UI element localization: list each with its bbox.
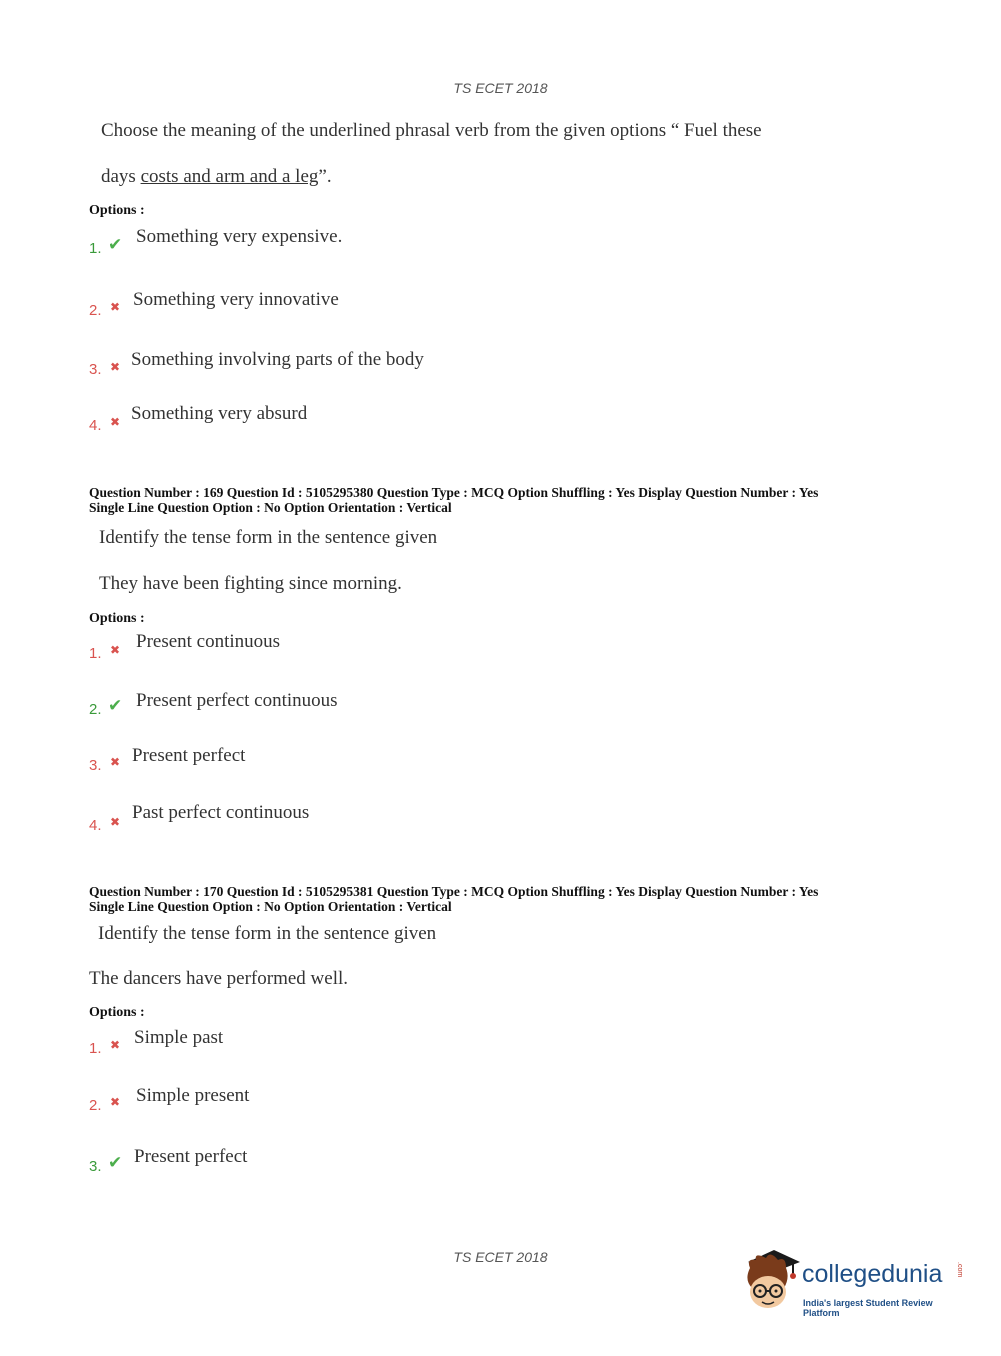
- option-text: Something involving parts of the body: [131, 349, 424, 370]
- check-mark-icon: ✔: [108, 696, 123, 716]
- student-mascot-icon: [740, 1248, 802, 1316]
- question-text-line1: Choose the meaning of the underlined phrasal verb from the given options “ Fuel these: [101, 120, 762, 141]
- logo-dotcom: .com: [956, 1262, 963, 1278]
- option-text: Simple past: [134, 1027, 224, 1048]
- option-number: 1.: [89, 240, 102, 257]
- option-text: Something very expensive.: [136, 226, 343, 247]
- option-number: 1.: [89, 1040, 102, 1057]
- cross-mark-icon: ✖: [110, 360, 121, 374]
- question-text-line1: Identify the tense form in the sentence given: [98, 923, 437, 944]
- cross-mark-icon: ✖: [110, 815, 121, 829]
- question-meta-line1: Question Number : 170 Question Id : 5105295381 Question Type : MCQ Option Shuffling : Yes Display Question Number : Yes: [89, 884, 819, 899]
- option-number: 2.: [89, 302, 102, 319]
- question-meta-line2: Single Line Question Option : No Option Orientation : Vertical: [89, 500, 452, 515]
- option-text: Present continuous: [136, 631, 281, 652]
- cross-mark-icon: ✖: [110, 300, 121, 314]
- cross-mark-icon: ✖: [110, 1095, 121, 1109]
- option-number: 3.: [89, 757, 102, 774]
- check-mark-icon: ✔: [108, 235, 123, 255]
- option-text: Present perfect: [134, 1146, 248, 1167]
- option-number: 4.: [89, 817, 102, 834]
- option-number: 3.: [89, 1158, 102, 1175]
- logo-tagline: India's largest Student Review Platform: [803, 1298, 933, 1318]
- option-text: Present perfect continuous: [136, 690, 338, 711]
- question-text-line1: Identify the tense form in the sentence given: [99, 527, 438, 548]
- options-label: Options :: [89, 611, 145, 626]
- option-text: Something very innovative: [133, 289, 339, 310]
- question-meta-line1: Question Number : 169 Question Id : 5105295380 Question Type : MCQ Option Shuffling : Yes Display Question Number : Yes: [89, 485, 819, 500]
- collegedunia-logo: [740, 1248, 970, 1318]
- page-header: TS ECET 2018: [453, 80, 548, 96]
- underlined-phrase: costs and arm and a leg: [140, 166, 319, 187]
- option-number: 1.: [89, 645, 102, 662]
- option-number: 2.: [89, 701, 102, 718]
- cross-mark-icon: ✖: [110, 643, 121, 657]
- options-label: Options :: [89, 203, 145, 218]
- page-footer: TS ECET 2018: [453, 1249, 548, 1265]
- option-text: Simple present: [136, 1085, 250, 1106]
- question-meta-line2: Single Line Question Option : No Option Orientation : Vertical: [89, 899, 452, 914]
- question-text-pre: days: [101, 166, 141, 187]
- check-mark-icon: ✔: [108, 1153, 123, 1173]
- question-text-line2: They have been fighting since morning.: [99, 573, 402, 594]
- question-text-post: ”.: [318, 166, 332, 187]
- logo-wordmark: collegedunia: [802, 1260, 943, 1288]
- question-text-line2: The dancers have performed well.: [89, 968, 349, 989]
- option-text: Past perfect continuous: [132, 802, 310, 823]
- option-text: Something very absurd: [131, 403, 308, 424]
- option-text: Present perfect: [132, 745, 246, 766]
- cross-mark-icon: ✖: [110, 1038, 121, 1052]
- cross-mark-icon: ✖: [110, 415, 121, 429]
- option-number: 4.: [89, 417, 102, 434]
- option-number: 3.: [89, 361, 102, 378]
- question-text-line2: [101, 166, 332, 188]
- options-label: Options :: [89, 1005, 145, 1020]
- option-number: 2.: [89, 1097, 102, 1114]
- cross-mark-icon: ✖: [110, 755, 121, 769]
